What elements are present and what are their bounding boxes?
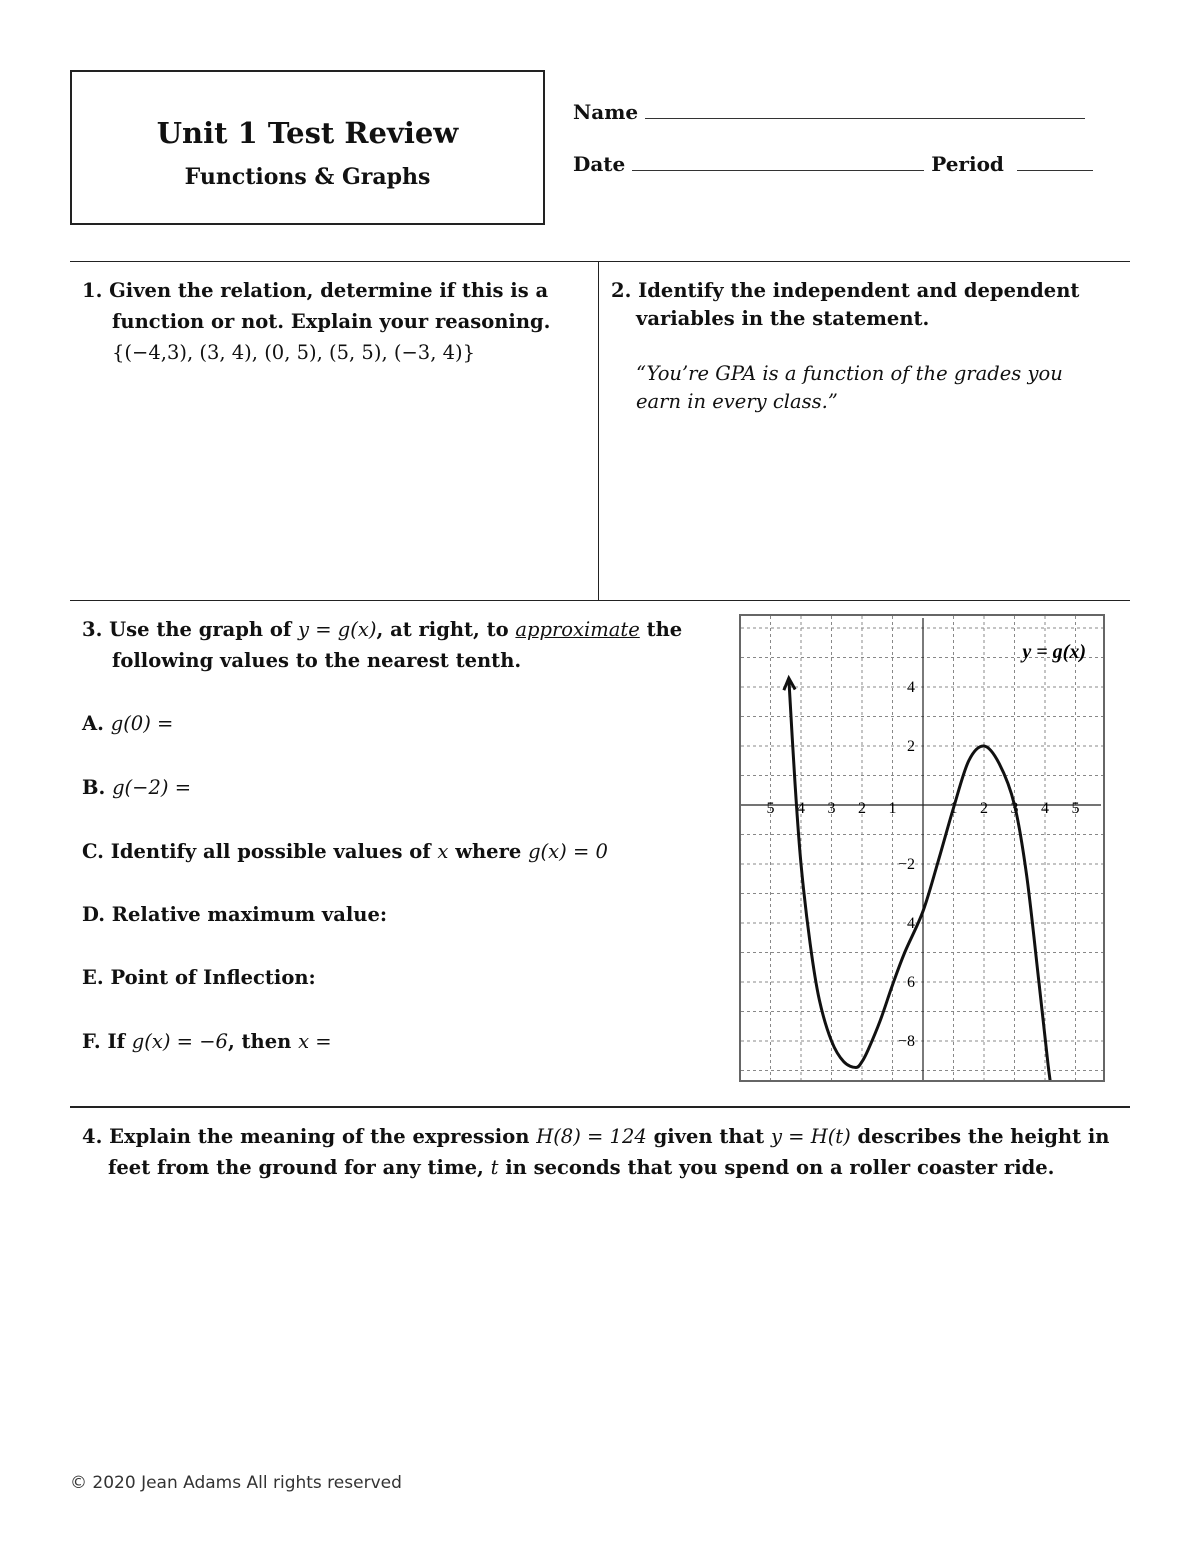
q2-quote-line2: earn in every class.” — [636, 390, 838, 413]
question-4 — [82, 1121, 1122, 1183]
q3-part-e: E. Point of Inflection: — [82, 966, 316, 989]
graph-grid — [741, 616, 1103, 1080]
period-blank[interactable] — [1017, 170, 1093, 171]
y-tick-label: 4 — [907, 679, 915, 696]
x-tick-label: 4 — [1041, 800, 1049, 817]
q3-intro-a: Use the graph of — [109, 618, 299, 641]
graph-svg — [741, 616, 1103, 1080]
divider-middle — [70, 600, 1130, 601]
q3-number: 3. — [82, 618, 103, 641]
name-label: Name — [573, 100, 639, 124]
q3-c-where: where — [448, 840, 529, 863]
q2-quote — [636, 360, 1116, 416]
q3-f-then: , then — [227, 1030, 299, 1053]
q2-line1: Identify the independent and dependent — [638, 279, 1080, 302]
q3-a-label: A. — [82, 712, 104, 735]
y-tick-label: −8 — [897, 1033, 915, 1050]
q3-part-c — [82, 836, 608, 867]
question-1 — [82, 275, 582, 368]
q4-line1-b: given that — [646, 1125, 771, 1148]
x-tick-label: 5 — [1071, 800, 1080, 817]
period-label: Period — [931, 152, 1004, 176]
q1-line1: Given the relation, determine if this is a — [109, 279, 549, 302]
x-tick-label: 2 — [980, 800, 988, 817]
x-tick-label: 3 — [827, 800, 836, 817]
q3-part-b — [82, 772, 191, 803]
date-blank[interactable] — [632, 170, 924, 171]
graph-frame — [739, 614, 1105, 1082]
q3-intro-c: the — [639, 618, 683, 641]
x-tick-label: 5 — [766, 800, 775, 817]
q3-intro-b: , at right, to — [376, 618, 516, 641]
title-box — [70, 70, 545, 225]
q4-line2-var: t — [490, 1156, 499, 1179]
q1-relation: {(−4,3), (3, 4), (0, 5), (5, 5), (−3, 4)} — [112, 341, 476, 364]
q3-intro-eq: y = g(x) — [298, 618, 377, 641]
q2-number: 2. — [611, 279, 632, 302]
x-tick-label: 2 — [858, 800, 866, 817]
q1-number: 1. — [82, 279, 103, 302]
q3-b-label: B. — [82, 776, 106, 799]
q3-c-text: C. Identify all possible values of — [82, 840, 438, 863]
copyright: © 2020 Jean Adams All rights reserved — [70, 1473, 402, 1493]
divider-bottom — [70, 1106, 1130, 1108]
q3-part-d: D. Relative maximum value: — [82, 903, 388, 926]
q4-line1-expr2: y = H(t) — [770, 1125, 851, 1148]
q3-f-expr: g(x) = −6 — [131, 1030, 228, 1053]
x-tick-label: 1 — [949, 800, 958, 817]
q2-quote-line1: “You’re GPA is a function of the grades you — [636, 362, 1063, 385]
q3-line2: following values to the nearest tenth. — [112, 649, 522, 672]
x-tick-label: 1 — [888, 800, 897, 817]
q3-b-expr: g(−2) = — [112, 776, 192, 799]
q4-line1-c: describes the height in — [850, 1125, 1110, 1148]
y-tick-label: 2 — [907, 738, 915, 755]
q1-line2: function or not. Explain your reasoning. — [112, 310, 551, 333]
q3-part-f — [82, 1026, 332, 1057]
q3-part-a — [82, 708, 173, 739]
divider-top — [70, 261, 1130, 262]
q3-f-label: F. If — [82, 1030, 132, 1053]
y-tick-label: 4 — [907, 915, 915, 932]
q3-f-var: x = — [298, 1030, 332, 1053]
q4-line2-a: feet from the ground for any time, — [108, 1156, 491, 1179]
q4-line2-b: in seconds that you spend on a roller coaster ride. — [498, 1156, 1055, 1179]
g-curve — [789, 678, 1053, 1080]
name-field — [573, 100, 1085, 124]
date-period-field — [573, 152, 1093, 176]
question-3 — [82, 614, 722, 676]
q2-line2: variables in the statement. — [636, 307, 930, 330]
q3-a-expr: g(0) = — [110, 712, 174, 735]
q3-c-var: x — [437, 840, 449, 863]
graph-title: y = g(x) — [1022, 641, 1086, 663]
q4-number: 4. — [82, 1125, 103, 1148]
question-2 — [611, 275, 1121, 332]
q3-c-expr: g(x) = 0 — [528, 840, 608, 863]
divider-vertical — [598, 261, 599, 600]
x-tick-label: 4 — [797, 800, 805, 817]
page-title: Unit 1 Test Review — [156, 116, 459, 150]
y-tick-label: −2 — [897, 856, 915, 873]
y-tick-label: 6 — [907, 974, 915, 991]
q4-line1-expr: H(8) = 124 — [536, 1125, 647, 1148]
page-subtitle: Functions & Graphs — [184, 164, 431, 190]
x-tick-label: 3 — [1010, 800, 1019, 817]
date-label: Date — [573, 152, 626, 176]
q3-intro-emph: approximate — [515, 618, 640, 641]
q4-line1-a: Explain the meaning of the expression — [109, 1125, 537, 1148]
name-blank[interactable] — [645, 118, 1085, 119]
graph-curve — [784, 678, 1057, 1080]
